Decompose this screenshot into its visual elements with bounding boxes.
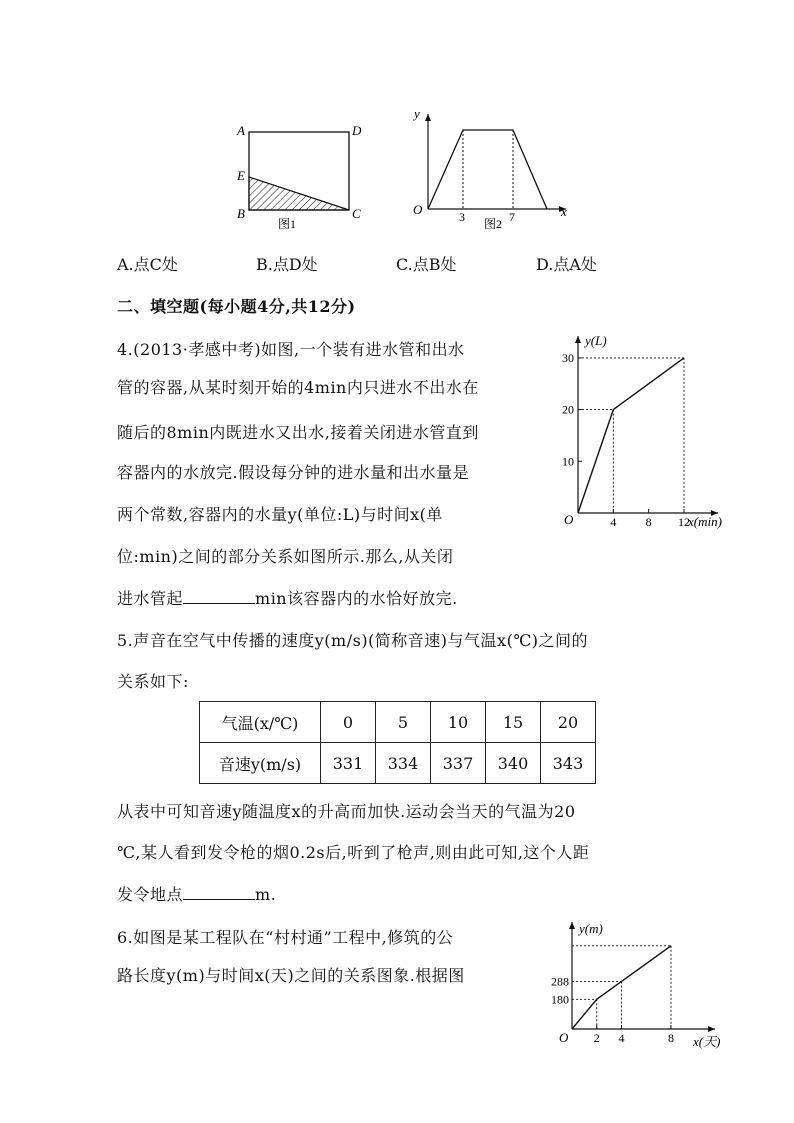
figure-1	[228, 118, 368, 233]
table-header-temp: 气温(x/℃)	[200, 702, 321, 743]
q4-line-3: 随后的8min内既进水又出水,接着关闭进水管直到	[117, 423, 479, 442]
q5-line-2: 关系如下:	[117, 672, 189, 691]
q4-line-2: 管的容器,从某时刻开始的4min内只进水不出水在	[117, 378, 479, 397]
q4-origin-label: O	[564, 512, 574, 527]
q6-x-tick-label: 8	[668, 1031, 674, 1045]
q4-line-5: 两个常数,容器内的水量y(单位:L)与时间x(单	[117, 505, 443, 524]
q4-x-tick-label: 8	[645, 515, 652, 529]
table-cell: 10	[431, 702, 486, 743]
q4-line-7-after: min该容器内的水恰好放完.	[255, 589, 458, 608]
q6-x-tick-label: 2	[593, 1031, 600, 1045]
sound-speed-table	[199, 701, 596, 784]
q4-chart	[548, 330, 738, 530]
point-b-label: B	[237, 206, 245, 221]
section-2-title: 二、填空题(每小题4分,共12分)	[117, 297, 356, 316]
option-c[interactable]: C.点B处	[396, 255, 457, 274]
table-cell: 343	[541, 743, 596, 784]
q4-y-tick-label: 10	[562, 454, 574, 469]
origin-label: O	[413, 202, 423, 217]
table-header-speed: 音速y(m/s)	[200, 743, 321, 784]
point-a-label: A	[237, 123, 245, 138]
table-cell: 334	[376, 743, 431, 784]
hatched-triangle	[249, 177, 349, 210]
figure-1-caption: 图1	[278, 217, 297, 231]
q5-line-1: 5.声音在空气中传播的速度y(m/s)(简称音速)与气温x(℃)之间的	[117, 631, 588, 650]
q6-x-arrow-icon	[708, 1026, 715, 1032]
q5-after-3-after: m.	[255, 885, 277, 904]
q4-line-7	[117, 586, 458, 609]
point-e-label: E	[237, 168, 245, 183]
q4-y-arrow-icon	[575, 336, 581, 343]
table-cell: 331	[321, 743, 376, 784]
q4-series-line	[578, 358, 684, 513]
q5-answer-blank[interactable]	[183, 898, 255, 900]
q4-line-7-before: 进水管起	[117, 589, 184, 608]
q4-y-label: y(L)	[585, 333, 607, 348]
table-cell: 20	[541, 702, 596, 743]
figure-2	[404, 108, 574, 233]
y-axis-label: y	[414, 108, 420, 121]
q6-origin-label: O	[559, 1030, 569, 1045]
table-cell: 5	[376, 702, 431, 743]
q6-chart	[535, 918, 735, 1053]
q6-y-tick-label: 288	[551, 974, 569, 989]
q4-y-tick-label: 30	[562, 350, 574, 365]
tick-7: 7	[509, 210, 515, 224]
q4-x-label: x(min)	[688, 514, 722, 529]
q6-x-tick-label: 4	[618, 1031, 625, 1045]
q5-after-3	[117, 882, 276, 905]
tick-3: 3	[459, 210, 465, 224]
trapezoid-graph	[428, 130, 547, 209]
q4-answer-blank[interactable]	[183, 602, 255, 604]
option-d[interactable]: D.点A处	[536, 255, 597, 274]
q5-after-1: 从表中可知音速y随温度x的升高而加快.运动会当天的气温为20	[117, 802, 576, 821]
q4-x-tick-label: 4	[610, 515, 617, 529]
q4-line-6: 位:min)之间的部分关系如图所示.那么,从关闭	[117, 547, 454, 566]
table-cell: 337	[431, 743, 486, 784]
q4-line-4: 容器内的水放完.假设每分钟的进水量和出水量是	[117, 463, 470, 482]
q6-y-label: y(m)	[579, 921, 603, 936]
y-axis-arrow-icon	[425, 114, 431, 121]
q4-line-1: 4.(2013·孝感中考)如图,一个装有进水管和出水	[117, 340, 465, 359]
table-cell: 0	[321, 702, 376, 743]
point-c-label: C	[352, 206, 361, 221]
x-axis-label: x	[561, 204, 567, 219]
figure-2-caption: 图2	[484, 217, 503, 231]
table-row	[200, 702, 596, 743]
q5-after-3-before: 发令地点	[117, 885, 184, 904]
table-row	[200, 743, 596, 784]
q6-y-tick-label: 180	[551, 992, 569, 1007]
option-a[interactable]: A.点C处	[117, 255, 178, 274]
q6-y-arrow-icon	[569, 922, 575, 929]
q6-line-1: 6.如图是某工程队在“村村通”工程中,修筑的公	[117, 928, 454, 947]
q3-options	[117, 252, 597, 275]
point-d-label: D	[352, 123, 362, 138]
q5-after-2: ℃,某人看到发令枪的烟0.2s后,听到了枪声,则由此可知,这个人距	[117, 843, 590, 862]
table-cell: 15	[486, 702, 541, 743]
q6-line-2: 路长度y(m)与时间x(天)之间的关系图象.根据图	[117, 966, 465, 985]
option-b[interactable]: B.点D处	[256, 255, 318, 274]
q6-x-label: x(天)	[693, 1034, 721, 1049]
q4-x-tick-label: 12	[677, 515, 690, 529]
table-cell: 340	[486, 743, 541, 784]
q4-y-tick-label: 20	[562, 402, 574, 417]
